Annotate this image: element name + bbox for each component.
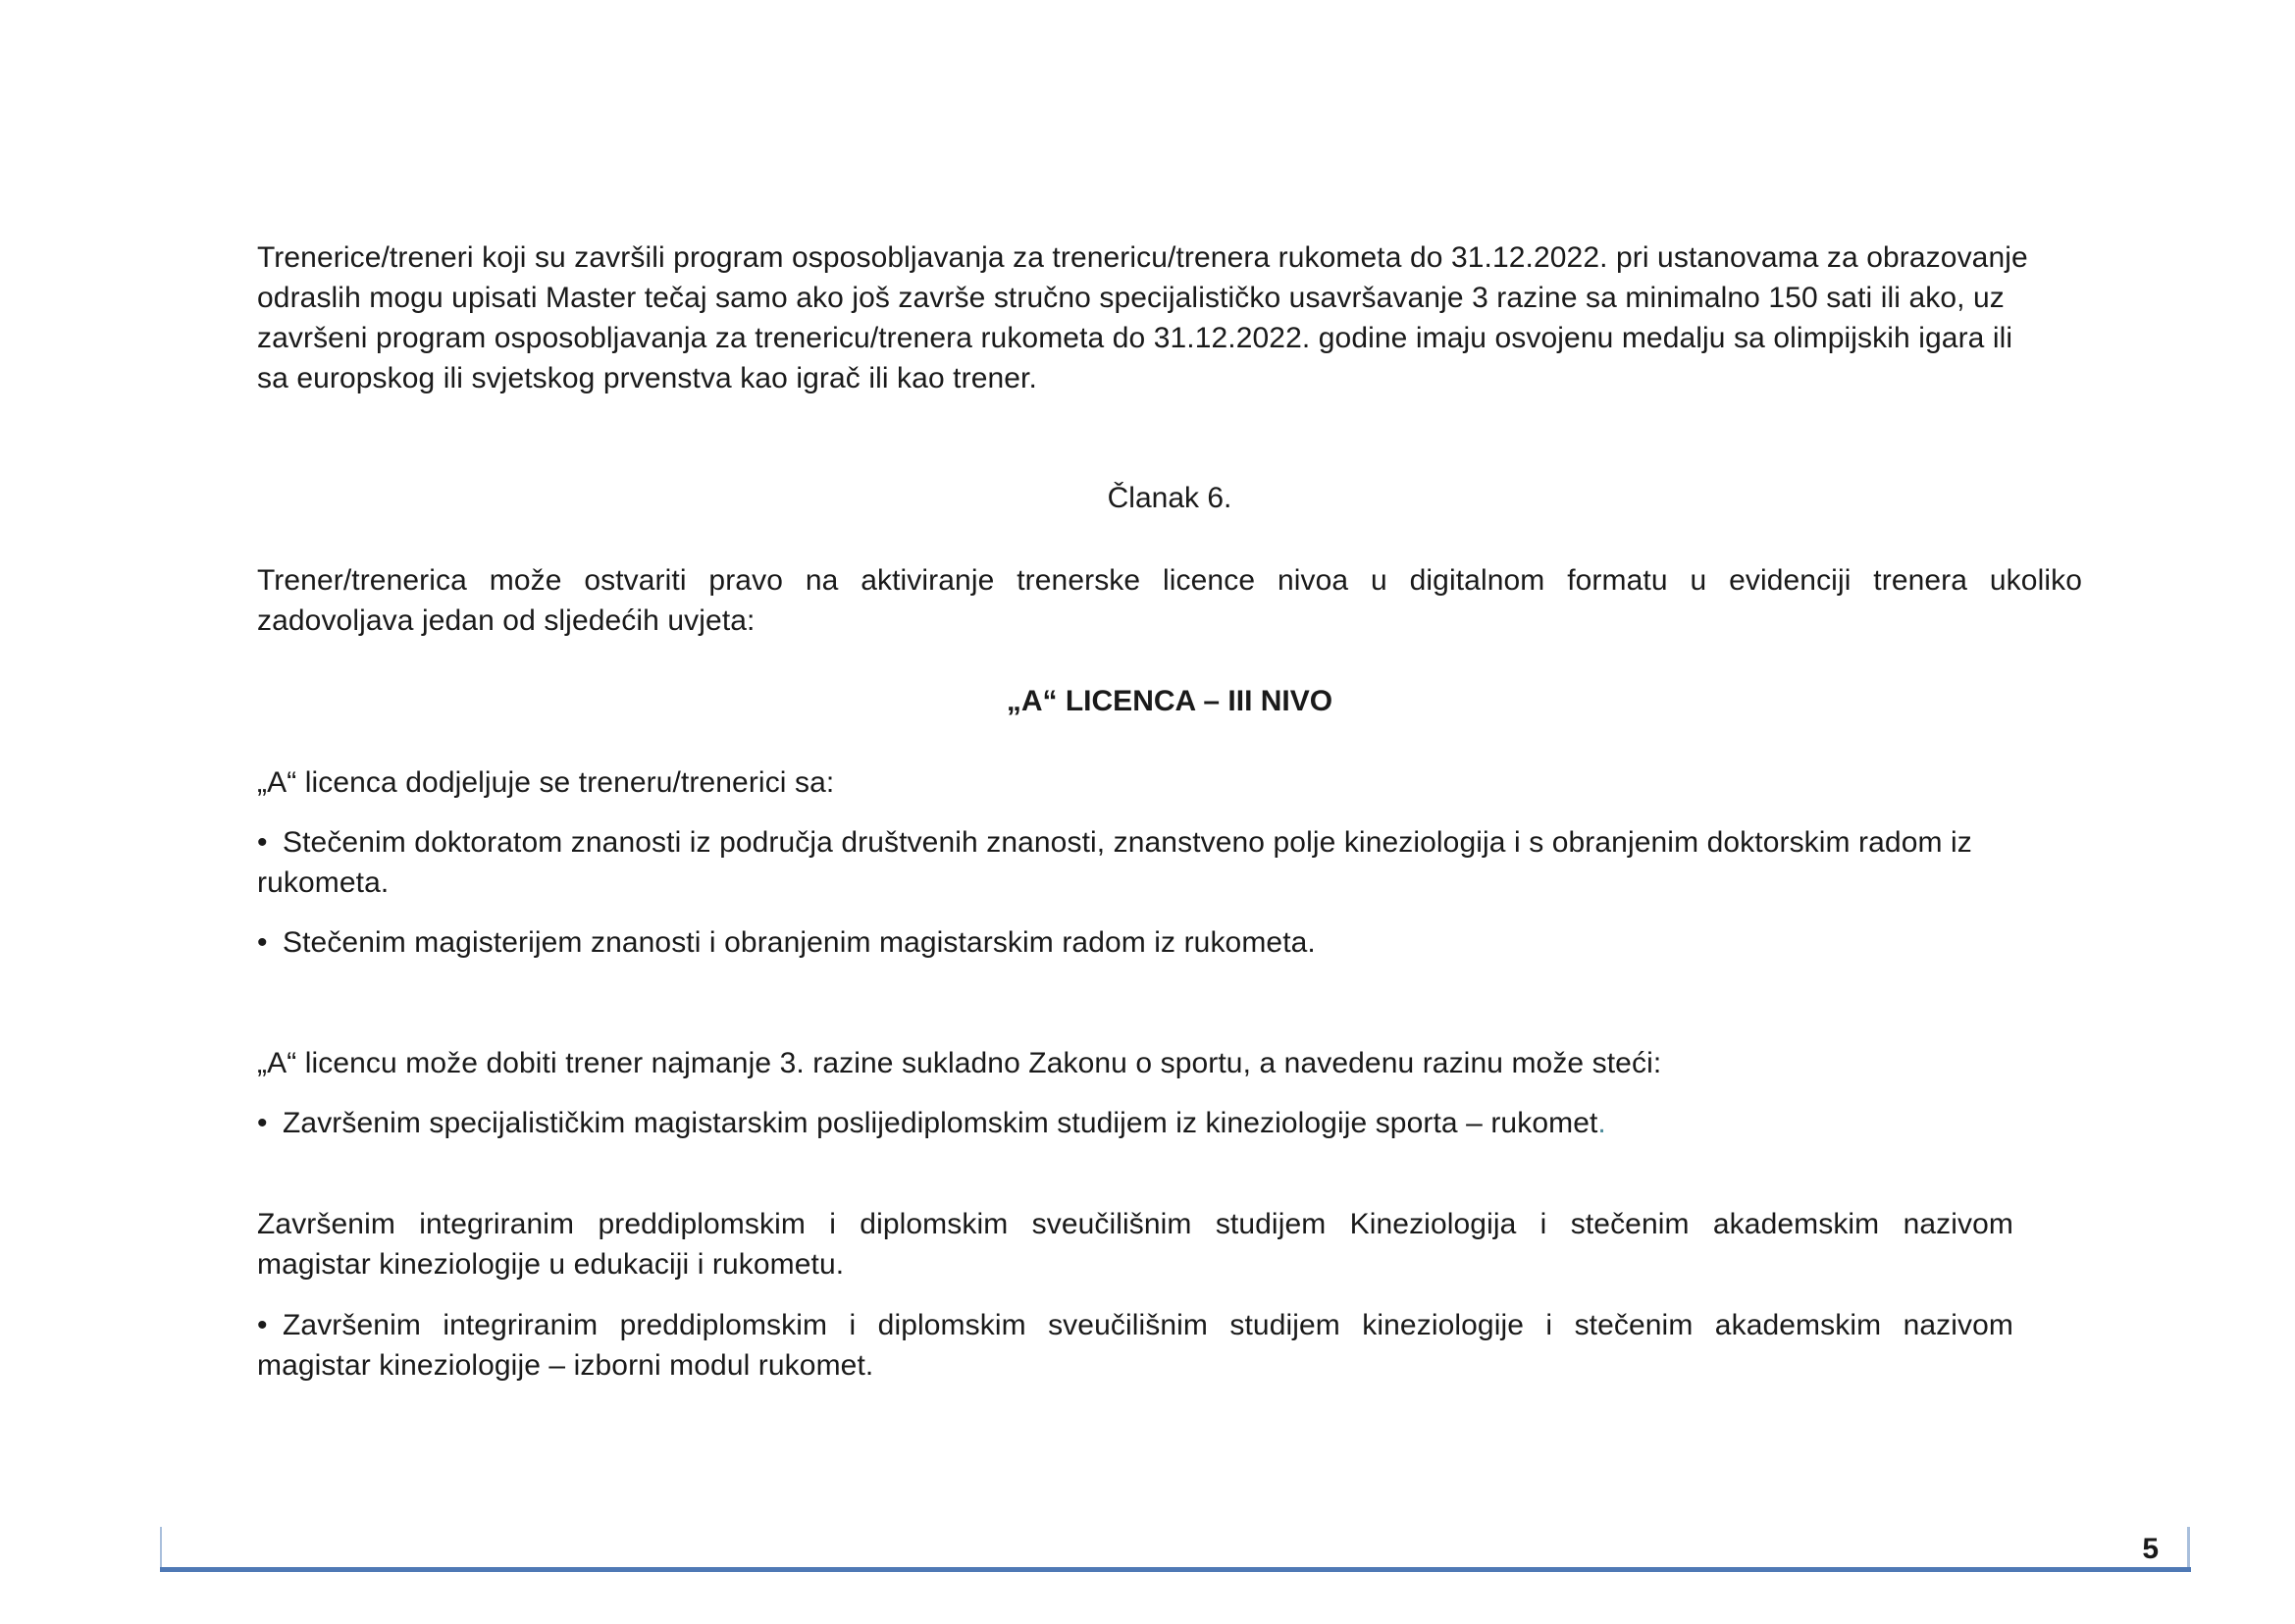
bullet-specialist-study-period: . (1597, 1107, 1606, 1139)
paragraph-trainers-master-course (257, 237, 2082, 398)
bullet-doctorate (257, 822, 2082, 903)
intro-b-license: „A“ licencu može dobiti trener najmanje 3. razine sukladno Zakonu o sportu, a navedenu razinu može steći: (257, 1047, 1662, 1079)
bullet-icon: • (257, 1107, 268, 1139)
paragraph3-line-2: magistar kineziologije u edukaciji i rukometu. (257, 1248, 845, 1281)
bullet-masters-degree (257, 922, 1316, 963)
bullet-masters-degree-text: Stečenim magisterijem znanosti i obranjenim magistarskim radom iz rukometa. (283, 926, 1316, 959)
bullet-icon: • (257, 926, 268, 959)
bullet-specialist-study-text: Završenim specijalističkim magistarskim poslijediplomskim studijem iz kineziologije sporta – rukomet (283, 1107, 1598, 1139)
bullet-integrated-study-module (257, 1305, 2013, 1386)
intro-a-license: „A“ licenca dodjeljuje se treneru/trenerici sa: (257, 766, 835, 799)
paragraph-integrated-study (257, 1204, 2013, 1284)
bullet-doctorate-line-2: rukometa. (257, 866, 390, 899)
bullet-icon: • (257, 826, 268, 859)
bullet-c-line-2: magistar kineziologije – izborni modul rukomet. (257, 1349, 874, 1382)
paragraph1-line-3: završeni program osposobljavanja za trenericu/trenera rukometa do 31.12.2022. godine imaju osvojenu medalju sa olimpijskih igara ili (257, 322, 2013, 354)
footer-rule (160, 1567, 2191, 1572)
footer-left-tick (160, 1527, 162, 1568)
bullet-icon: • (257, 1309, 268, 1341)
paragraph-license-activation (257, 560, 2082, 641)
page-number: 5 (2142, 1533, 2159, 1565)
bullet-c-text: Završenim integriranim preddiplomskim i diplomskim sveučilišnim studijem kineziologije i stečenim akademskim nazivom (283, 1309, 2013, 1341)
footer-right-tick (2187, 1527, 2190, 1568)
paragraph2-line-2: zadovoljava jedan od sljedećih uvjeta: (257, 604, 756, 637)
bullet-c-line-1 (257, 1305, 2013, 1345)
article-title: Članak 6. (1107, 482, 1232, 514)
license-heading: „A“ LICENCA – III NIVO (1006, 685, 1333, 717)
paragraph2-line-1: Trener/trenerica može ostvariti pravo na aktiviranje trenerske licence nivoa u digitalnom formatu u evidenciji trenera ukoliko (257, 564, 2082, 597)
paragraph1-line-4: sa europskog ili svjetskog prvenstva kao igrač ili kao trener. (257, 362, 1037, 394)
bullet-doctorate-text: Stečenim doktoratom znanosti iz područja društvenih znanosti, znanstveno polje kineziologija i s obranjenim doktorskim radom iz (283, 826, 1972, 859)
paragraph1-line-1: Trenerice/treneri koji su završili program osposobljavanja za trenericu/trenera rukometa do 31.12.2022. pri ustanovama za obrazovanje (257, 241, 2028, 274)
bullet-specialist-study (257, 1103, 1606, 1143)
paragraph1-line-2: odraslih mogu upisati Master tečaj samo ako još završe stručno specijalističko usavršavanje 3 razine sa minimalno 150 sati ili ako, uz (257, 282, 2005, 314)
paragraph3-line-1: Završenim integriranim preddiplomskim i diplomskim sveučilišnim studijem Kineziologija i stečenim akademskim nazivom (257, 1208, 2013, 1240)
bullet-doctorate-line-1 (257, 822, 2082, 863)
